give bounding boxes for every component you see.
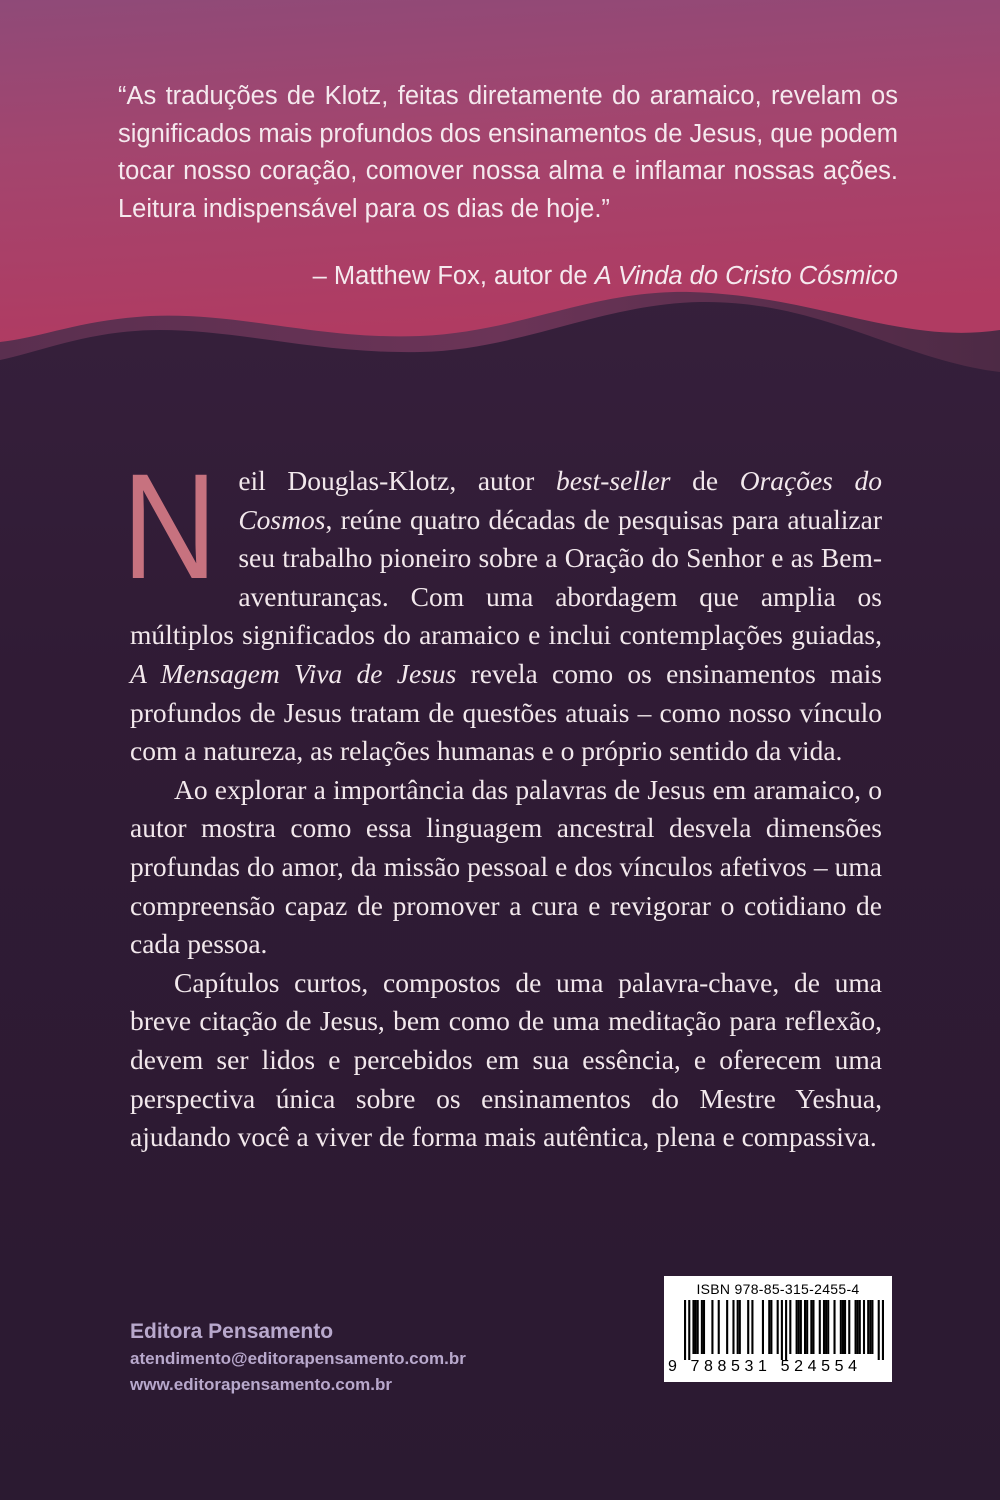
- isbn-label: ISBN 978-85-315-2455-4: [696, 1281, 860, 1297]
- barcode-bar: [857, 1300, 859, 1354]
- barcode-bar: [770, 1300, 772, 1354]
- publisher-name: Editora Pensamento: [130, 1320, 334, 1343]
- ean-number: 9 788531 524554: [668, 1358, 862, 1375]
- endorsement-quote: “As traduções de Klotz, feitas diretamente do aramaico, revelam os significados mais profundos dos ensinamentos de Jesus, que podem tocar nosso coração, comover nossa alma e inflamar nossas ações. Leitura indispensável para os dias de hoje.”: [118, 82, 898, 223]
- barcode-bar: [688, 1300, 690, 1360]
- barcode-bar: [833, 1300, 835, 1354]
- publisher-website: www.editorapensamento.com.br: [130, 1375, 392, 1394]
- barcode-bar: [703, 1300, 705, 1354]
- barcode-bar: [840, 1300, 842, 1354]
- barcode-bar: [871, 1300, 873, 1354]
- barcode-bar: [692, 1300, 694, 1354]
- barcode-bar: [878, 1300, 880, 1360]
- paragraph-1-run: revela como os ensinamentos mais profundos de Jesus tratam de questões atuais – como nosso vínculo com a natureza, as relações humanas e o próprio sentido da vida.: [130, 657, 882, 767]
- barcode-bar: [684, 1300, 686, 1360]
- barcode-bar: [848, 1300, 850, 1354]
- barcode-bar: [701, 1300, 703, 1354]
- paragraph-1-run: A Mensagem Viva de Jesus: [130, 657, 457, 689]
- book-description: [122, 442, 882, 1157]
- barcode-bar: [823, 1300, 825, 1354]
- barcode-bar: [726, 1300, 728, 1354]
- barcode-bar: [777, 1300, 779, 1354]
- attribution-author: – Matthew Fox, autor de: [312, 262, 595, 290]
- barcode-bar: [810, 1300, 812, 1354]
- barcode-bar: [869, 1300, 871, 1354]
- barcode-bar: [737, 1300, 739, 1354]
- barcode-bar: [863, 1300, 865, 1354]
- barcode-bar: [812, 1300, 814, 1354]
- barcode-bar: [798, 1300, 800, 1354]
- barcode-bar: [842, 1300, 844, 1354]
- barcode-bar: [796, 1300, 798, 1354]
- paragraph-1-run: eil Douglas-Klotz, autor: [238, 465, 556, 496]
- barcode-bar: [855, 1300, 857, 1354]
- drop-cap: N: [122, 442, 218, 610]
- barcode-bar: [800, 1300, 802, 1354]
- barcode-bar: [781, 1300, 783, 1360]
- barcode-bar: [747, 1300, 749, 1354]
- description-paragraph-2: Ao explorar a importância das palavras de Jesus em aramaico, o autor mostra como essa linguagem ancestral desvela dimensões profundas do amor, da missão pessoal e dos vínculos afetivos – uma compreensão capaz de promover a cura e revigorar o cotidiano de cada pessoa.: [130, 773, 882, 960]
- barcode-bar: [825, 1300, 827, 1354]
- barcode-bar: [768, 1300, 770, 1354]
- barcode-bar: [867, 1300, 869, 1354]
- paragraph-1-text: [130, 465, 882, 766]
- barcode-bar: [762, 1300, 764, 1354]
- barcode-bar: [827, 1300, 829, 1354]
- barcode-bar: [711, 1300, 713, 1354]
- barcode-bar: [806, 1300, 808, 1354]
- barcode-bar: [751, 1300, 753, 1354]
- barcode-bar: [695, 1300, 697, 1354]
- barcode-bar: [785, 1300, 787, 1360]
- description-paragraph-1: [122, 442, 882, 771]
- barcode-bar: [739, 1300, 741, 1354]
- paragraph-1-run: Orações do Cosmos: [238, 465, 882, 535]
- barcode-bar: [844, 1300, 846, 1354]
- publisher-info: [130, 1318, 466, 1398]
- barcode-bar: [697, 1300, 699, 1354]
- paragraph-1-run: de: [670, 465, 740, 496]
- barcode-bar: [789, 1300, 791, 1354]
- barcode-bar: [718, 1300, 720, 1354]
- barcode-bar: [804, 1300, 806, 1354]
- barcode-box: [664, 1276, 892, 1382]
- description-paragraph-3: Capítulos curtos, compostos de uma palavra-chave, de uma breve citação de Jesus, bem como de uma meditação para reflexão, devem ser lidos e percebidos em sua essência, e oferecem uma perspectiva única sobre os ensinamentos do Mestre Yeshua, ajudando você a viver de forma mais autêntica, plena e compassiva.: [130, 966, 882, 1153]
- quote-attribution: [313, 258, 898, 295]
- barcode-bar: [882, 1300, 884, 1360]
- barcode-bar: [732, 1300, 734, 1354]
- publisher-email: atendimento@editorapensamento.com.br: [130, 1349, 466, 1368]
- barcode-icon: [684, 1300, 884, 1360]
- paragraph-1-run: , reúne quatro décadas de pesquisas para atualizar seu trabalho pioneiro sobre a Oração do Senhor e as Bem-aventuranças. Com uma abordagem que amplia os múltiplos significados do aramaico e inclui contemplações guiadas,: [130, 503, 882, 651]
- barcode-bar: [859, 1300, 861, 1354]
- paragraph-1-run: best-seller: [555, 465, 671, 496]
- barcode-bar: [819, 1300, 821, 1354]
- attribution-book-title: A Vinda do Cristo Cósmico: [594, 262, 898, 290]
